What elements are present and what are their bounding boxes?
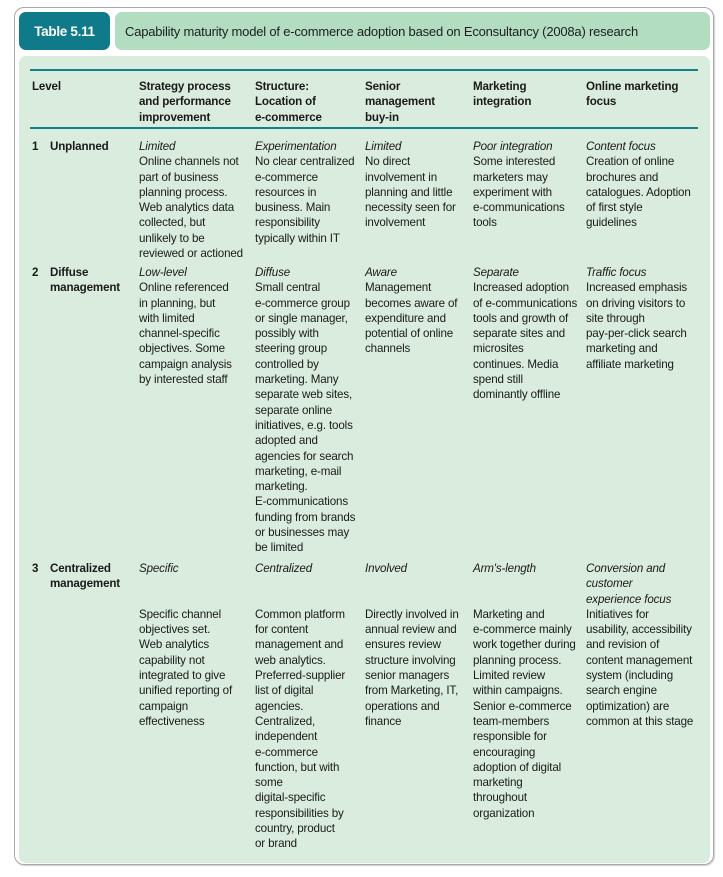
strategy-text-line: Web analytics data (139, 201, 235, 215)
online-label-line: customer (586, 577, 633, 591)
marketing-text-line: separate sites and (473, 327, 566, 341)
strategy-text-line: objectives. Some (139, 342, 225, 356)
structure-text-line: Preferred-supplier (255, 669, 346, 683)
online-label-line: Content focus (586, 140, 656, 153)
senior-text-line: involvement (365, 216, 426, 230)
structure-label (255, 561, 363, 576)
header-senior-line: buy-in (365, 110, 399, 124)
strategy-text-line: campaign (139, 699, 189, 713)
online-label (586, 561, 704, 607)
online-text-line: optimization) are (586, 699, 670, 713)
level-name-line: Centralized (50, 562, 111, 575)
senior-label (365, 265, 471, 280)
marketing-text (473, 280, 585, 402)
structure-text-line: possibly with (255, 327, 319, 341)
level-name (50, 561, 135, 592)
senior-text-line: channels (365, 342, 411, 356)
online-text-line: guidelines (586, 216, 637, 230)
structure-text-line: Common platform (255, 607, 345, 621)
strategy-text (139, 154, 253, 261)
online-text-line: common at this stage (586, 714, 694, 728)
structure-label-line: Centralized (255, 562, 312, 575)
marketing-text-line: Senior e-commerce (473, 699, 572, 713)
header-bottom-rule (30, 127, 698, 129)
strategy-text (139, 280, 253, 387)
marketing-text (473, 154, 585, 230)
structure-text-line: digital-specific (255, 791, 326, 805)
marketing-text-line: spend still (473, 373, 523, 387)
marketing-text (473, 607, 585, 821)
online-text-line: catalogues. Adoption (586, 185, 691, 199)
header-senior-line: management (365, 95, 436, 109)
header-strategy-line: improvement (139, 110, 211, 124)
senior-text (365, 154, 471, 230)
structure-text-line: independent (255, 730, 318, 744)
marketing-label-line: Separate (473, 266, 519, 279)
strategy-label-line: Low-level (139, 266, 187, 279)
structure-text-line: resources in (255, 185, 317, 199)
level-name (50, 139, 135, 154)
level-number: 2 (32, 266, 39, 279)
marketing-text-line: team-members (473, 714, 550, 728)
header-online-line: focus (586, 95, 617, 109)
strategy-text-line: objectives set. (139, 623, 211, 637)
structure-text-line: e-commerce group (255, 296, 350, 310)
marketing-label-line: Arm's-length (473, 562, 536, 575)
online-label (586, 265, 704, 280)
strategy-text (139, 607, 253, 729)
marketing-label-line: Poor integration (473, 140, 553, 153)
senior-text-line: ensures review (365, 638, 441, 652)
structure-text-line: Small central (255, 281, 321, 295)
structure-text-line: e-commerce (255, 745, 318, 759)
table-title: Capability maturity model of e-commerce adoption based on Econsultancy (2008a) research (115, 12, 710, 50)
structure-text (255, 607, 363, 852)
structure-text (255, 280, 363, 555)
marketing-text-line: Limited review (473, 669, 545, 683)
strategy-text-line: Online referenced (139, 281, 229, 295)
structure-text-line: agencies for search (255, 449, 354, 463)
structure-text-line: No clear centralized (255, 155, 355, 169)
strategy-text-line: reviewed or actioned (139, 247, 243, 261)
strategy-label (139, 139, 253, 154)
online-text-line: system (including (586, 669, 674, 683)
online-text-line: Initiatives for (586, 607, 649, 621)
level-number: 3 (32, 562, 39, 575)
senior-text-line: structure involving (365, 653, 456, 667)
online-text (586, 607, 704, 729)
senior-text-line: becomes aware of (365, 296, 458, 310)
strategy-label-line: Limited (139, 140, 176, 153)
header-senior (365, 79, 471, 125)
marketing-text-line: Increased adoption (473, 281, 569, 295)
structure-text-line: initiatives, e.g. tools (255, 418, 353, 432)
level-name-line: management (50, 577, 121, 591)
structure-text-line: separate online (255, 403, 333, 417)
senior-text-line: Directly involved in (365, 607, 459, 621)
marketing-text-line: work together during (473, 638, 576, 652)
structure-text-line: country, product (255, 822, 335, 836)
online-text-line: marketing and (586, 342, 658, 356)
marketing-text-line: marketers may (473, 170, 548, 184)
strategy-text-line: planning process. (139, 185, 228, 199)
structure-text-line: steering group (255, 342, 328, 356)
online-text-line: Increased emphasis (586, 281, 688, 295)
strategy-label (139, 561, 253, 576)
structure-text-line: E-communications (255, 495, 348, 509)
structure-text-line: or brand (255, 837, 297, 851)
strategy-label-line: Specific (139, 562, 179, 575)
strategy-text-line: Online channels not (139, 155, 239, 169)
marketing-text-line: of e-communications (473, 296, 578, 310)
senior-text-line: planning and little (365, 185, 453, 199)
senior-text-line: potential of online (365, 327, 454, 341)
level-number: 1 (32, 140, 39, 153)
marketing-label (473, 139, 585, 154)
header-marketing (473, 79, 585, 110)
online-label (586, 139, 704, 154)
structure-text-line: separate web sites, (255, 388, 353, 402)
online-text-line: search engine (586, 684, 657, 698)
marketing-text-line: throughout (473, 791, 527, 805)
strategy-text-line: by interested staff (139, 373, 228, 387)
strategy-text-line: Web analytics (139, 638, 210, 652)
strategy-text-line: collected, but (139, 216, 206, 230)
marketing-text-line: Marketing and (473, 607, 545, 621)
senior-text-line: expenditure and (365, 311, 446, 325)
structure-text-line: responsibility (255, 216, 320, 230)
structure-text-line: e-commerce (255, 170, 318, 184)
senior-label (365, 139, 471, 154)
marketing-text-line: within campaigns. (473, 684, 563, 698)
online-text-line: of first style (586, 201, 643, 215)
online-text-line: affiliate marketing (586, 357, 674, 371)
online-text-line: content management (586, 653, 693, 667)
marketing-text-line: responsible for (473, 730, 547, 744)
structure-text-line: management and (255, 638, 344, 652)
strategy-text-line: with limited (139, 311, 195, 325)
marketing-text-line: Some interested (473, 155, 556, 169)
table-number-tab: Table 5.11 (19, 12, 110, 50)
strategy-text-line: in planning, but (139, 296, 216, 310)
senior-text-line: No direct (365, 155, 411, 169)
structure-text-line: function, but with (255, 760, 340, 774)
structure-text-line: agencies. (255, 699, 304, 713)
structure-text-line: typically within IT (255, 231, 340, 245)
header-structure-line: Location of (255, 95, 316, 109)
senior-text-line: from Marketing, IT, (365, 684, 459, 698)
strategy-text-line: part of business (139, 170, 219, 184)
structure-text (255, 154, 363, 246)
strategy-text-line: capability not (139, 653, 205, 667)
senior-text-line: operations and (365, 699, 440, 713)
marketing-text-line: experiment with (473, 185, 552, 199)
structure-text-line: funding from brands (255, 510, 356, 524)
senior-text-line: Management (365, 281, 432, 295)
header-top-rule (30, 69, 698, 71)
header-structure (255, 79, 363, 125)
senior-text-line: involvement in (365, 170, 438, 184)
level-name-line: Diffuse (50, 266, 89, 279)
strategy-text-line: channel-specific (139, 327, 220, 341)
marketing-text-line: tools (473, 216, 497, 230)
senior-text (365, 280, 471, 356)
online-text-line: brochures and (586, 170, 659, 184)
marketing-text-line: microsites (473, 342, 524, 356)
structure-text-line: controlled by (255, 357, 319, 371)
structure-text-line: or businesses may (255, 526, 350, 540)
strategy-text-line: campaign analysis (139, 357, 232, 371)
marketing-text-line: dominantly offline (473, 388, 561, 402)
online-text-line: and revision of (586, 638, 660, 652)
structure-text-line: or single manager, (255, 311, 348, 325)
online-text (586, 154, 704, 230)
strategy-label (139, 265, 253, 280)
header-level-line: Level (32, 80, 61, 93)
senior-label-line: Limited (365, 140, 402, 153)
structure-label (255, 139, 363, 154)
senior-text-line: senior managers (365, 669, 450, 683)
level-name (50, 265, 135, 296)
marketing-label (473, 265, 585, 280)
marketing-text-line: encouraging (473, 745, 536, 759)
online-text-line: Creation of online (586, 155, 675, 169)
structure-text-line: for content (255, 623, 309, 637)
structure-text-line: marketing. Many (255, 373, 339, 387)
strategy-text-line: integrated to give (139, 669, 226, 683)
online-label-line: Traffic focus (586, 266, 647, 279)
senior-text-line: finance (365, 714, 402, 728)
marketing-text-line: planning process. (473, 653, 562, 667)
level-name-line: management (50, 281, 121, 295)
strategy-text-line: Specific channel (139, 607, 222, 621)
strategy-text-line: unlikely to be (139, 231, 205, 245)
structure-label-line: Experimentation (255, 140, 337, 153)
online-text-line: site through (586, 311, 645, 325)
header-strategy-line: and performance (139, 95, 231, 109)
structure-text-line: responsibilities by (255, 806, 344, 820)
header-online-line: Online marketing (586, 80, 679, 93)
level-name-line: Unplanned (50, 140, 109, 153)
online-text (586, 280, 704, 372)
senior-label-line: Involved (365, 562, 407, 575)
marketing-text-line: adoption of digital (473, 760, 562, 774)
online-text-line: usability, accessibility (586, 623, 692, 637)
marketing-text-line: continues. Media (473, 357, 559, 371)
structure-text-line: web analytics. (255, 653, 326, 667)
header-strategy (139, 79, 253, 125)
header-marketing-line: Marketing (473, 80, 527, 93)
marketing-text-line: marketing (473, 776, 523, 790)
online-label-line: Conversion and (586, 562, 666, 575)
structure-text-line: Centralized, (255, 714, 316, 728)
header-structure-line: Structure: (255, 80, 309, 93)
structure-text-line: be limited (255, 541, 304, 555)
online-text-line: on driving visitors to (586, 296, 686, 310)
strategy-text-line: unified reporting of (139, 684, 233, 698)
header-online (586, 79, 704, 110)
structure-text-line: adopted and (255, 434, 318, 448)
marketing-label (473, 561, 585, 576)
marketing-text-line: tools and growth of (473, 311, 569, 325)
senior-label (365, 561, 471, 576)
structure-text-line: list of digital (255, 684, 314, 698)
structure-text-line: marketing. (255, 480, 308, 494)
senior-label-line: Aware (365, 266, 397, 279)
structure-label-line: Diffuse (255, 266, 291, 279)
structure-text-line: business. Main (255, 201, 331, 215)
header-strategy-line: Strategy process (139, 80, 231, 93)
header-level (32, 79, 61, 94)
senior-text-line: annual review and (365, 623, 457, 637)
marketing-text-line: organization (473, 806, 535, 820)
structure-text-line: some (255, 776, 283, 790)
marketing-text-line: e-communications (473, 201, 565, 215)
structure-text-line: marketing, e-mail (255, 464, 342, 478)
header-marketing-line: integration (473, 95, 532, 109)
senior-text (365, 607, 471, 729)
strategy-text-line: effectiveness (139, 714, 205, 728)
online-text-line: pay-per-click search (586, 327, 687, 341)
header-structure-line: e-commerce (255, 110, 322, 124)
structure-label (255, 265, 363, 280)
header-senior-line: Senior (365, 80, 401, 93)
marketing-text-line: e-commerce mainly (473, 623, 572, 637)
senior-text-line: necessity seen for (365, 201, 456, 215)
online-label-line: experience focus (586, 592, 672, 606)
